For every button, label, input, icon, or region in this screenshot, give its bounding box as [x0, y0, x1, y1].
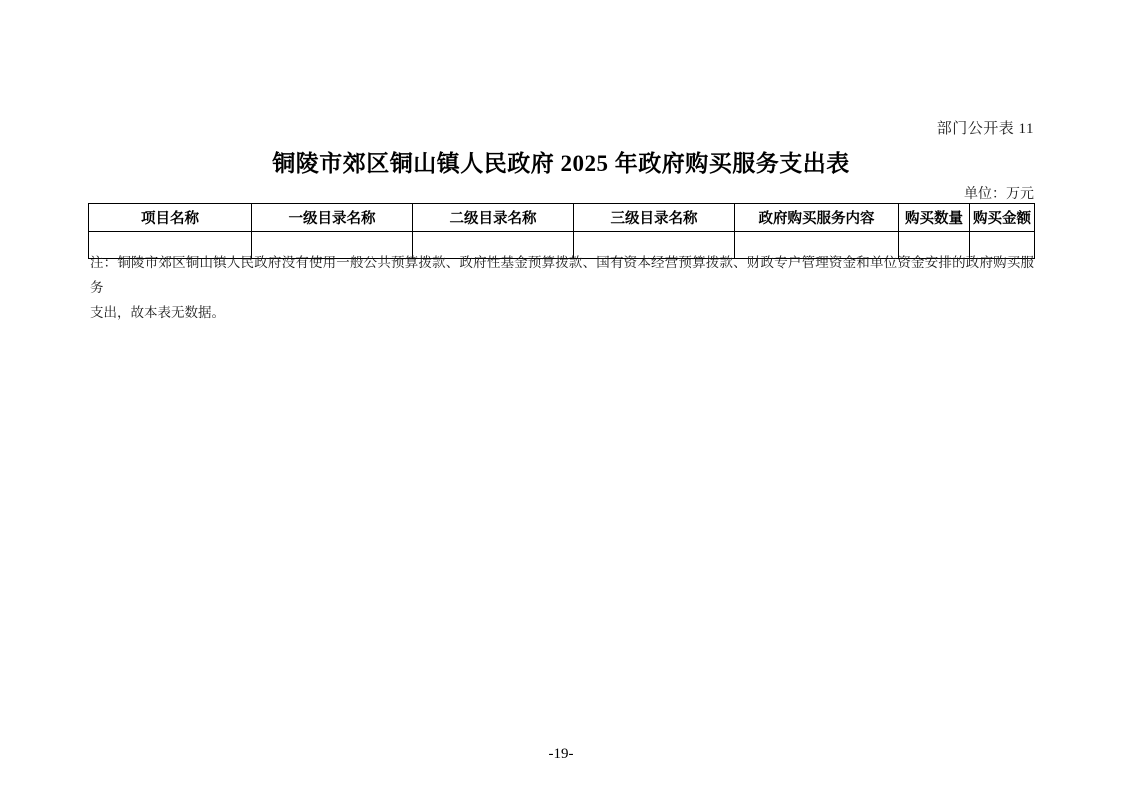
column-header-service-content: 政府购买服务内容	[735, 204, 899, 232]
column-header-level1-catalog: 一级目录名称	[252, 204, 413, 232]
note-line-2: 支出，故本表无数据。	[90, 305, 225, 320]
table-header	[89, 204, 1035, 232]
column-header-purchase-amount: 购买金额	[970, 204, 1035, 232]
page-number: -19-	[548, 746, 574, 762]
note-line-1: 注：铜陵市郊区铜山镇人民政府没有使用一般公共预算拨款、政府性基金预算拨款、国有资本经营预算拨款、财政专户管理资金和单位资金安排的政府购买服务	[90, 255, 1034, 295]
form-code-label: 部门公开表 11	[936, 121, 1034, 137]
table-note	[90, 250, 1034, 325]
table-header-row	[89, 204, 1035, 232]
column-header-project-name: 项目名称	[89, 204, 252, 232]
column-header-purchase-quantity: 购买数量	[899, 204, 970, 232]
column-header-level3-catalog: 三级目录名称	[574, 204, 735, 232]
unit-label: 单位：万元	[964, 187, 1034, 202]
page-title: 铜陵市郊区铜山镇人民政府 2025 年政府购买服务支出表	[272, 151, 850, 176]
column-header-level2-catalog: 二级目录名称	[413, 204, 574, 232]
